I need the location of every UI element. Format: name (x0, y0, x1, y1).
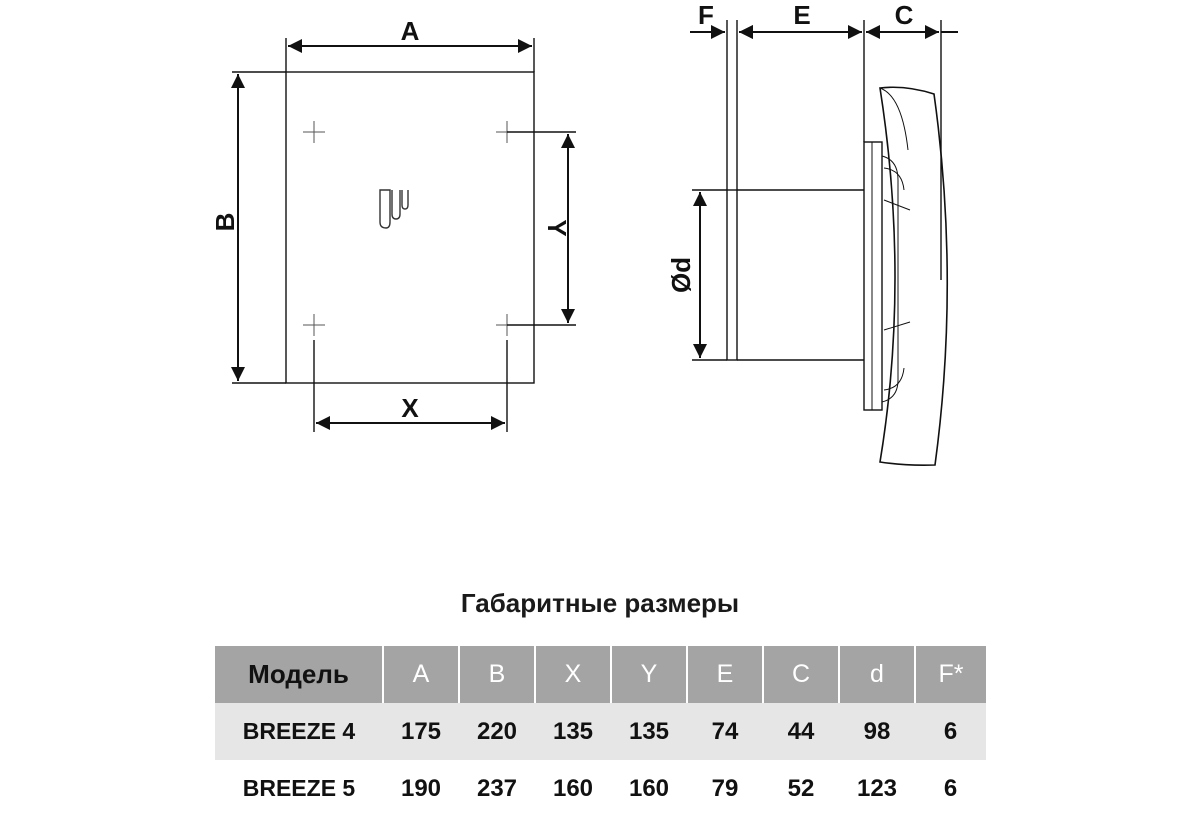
header-d: d (839, 646, 915, 703)
header-c: C (763, 646, 839, 703)
label-c: C (894, 0, 914, 30)
label-y: Y (542, 219, 572, 237)
label-d: Ød (666, 256, 696, 294)
label-a: A (400, 16, 420, 46)
cell-d: 98 (839, 703, 915, 760)
table-header-row (215, 646, 986, 703)
duct-spigot (727, 190, 737, 360)
header-a: A (383, 646, 459, 703)
table-row (215, 760, 986, 817)
cell-e: 74 (687, 703, 763, 760)
curved-front-panel (880, 87, 947, 465)
cell-c: 44 (763, 703, 839, 760)
label-b: B (210, 212, 240, 232)
cell-model: BREEZE 4 (215, 703, 383, 760)
cell-model: BREEZE 5 (242, 775, 356, 801)
cell-c: 52 (787, 774, 815, 802)
label-f: F (698, 0, 714, 30)
front-view (232, 38, 576, 432)
table-title: Габаритные размеры (460, 588, 740, 618)
header-e: E (687, 646, 763, 703)
fan-housing (864, 142, 882, 410)
mounting-hole-crosses (303, 121, 518, 336)
cell-y: 135 (611, 703, 687, 760)
cell-d: 123 (856, 774, 898, 802)
front-panel (286, 72, 534, 383)
label-x: X (401, 393, 419, 423)
table-row (215, 703, 986, 760)
duct-body (737, 190, 864, 360)
cell-x: 135 (535, 703, 611, 760)
brand-logo-icon (380, 190, 408, 228)
header-x: X (535, 646, 611, 703)
cell-e: 79 (711, 774, 739, 802)
dimensions-table (215, 646, 986, 817)
header-f: F* (915, 646, 986, 703)
cell-a: 190 (400, 774, 442, 802)
cell-b: 220 (459, 703, 535, 760)
cell-f: 6 (943, 774, 958, 802)
cell-a: 175 (383, 703, 459, 760)
header-y: Y (611, 646, 687, 703)
cell-y: 160 (628, 774, 670, 802)
cell-x: 160 (552, 774, 594, 802)
header-b: B (459, 646, 535, 703)
header-model: Модель (215, 646, 383, 703)
cell-b: 237 (476, 774, 518, 802)
label-e: E (793, 0, 811, 30)
cell-f: 6 (915, 703, 986, 760)
side-view (690, 20, 958, 465)
